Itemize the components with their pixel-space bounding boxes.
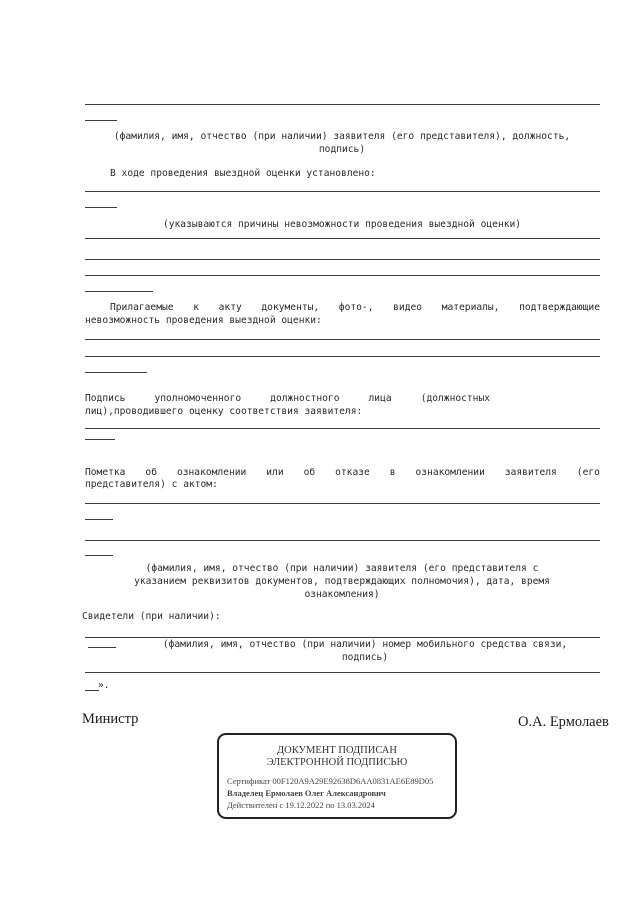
field-assessment-caption: (указываются причины невозможности проведения выездной оценки) [162,219,522,230]
e-signature-stamp [217,733,457,819]
signatory-position: Министр [82,711,139,727]
witnesses-caption-line1: (фамилия, имя, отчество (при наличии) номер мобильного средства связи, [162,639,568,650]
applicant-field-tail [85,120,117,121]
official-signature-tail [85,439,115,440]
acquaintance-mark-line1: Пометка об ознакомлении или об отказе в ознакомлении заявителя (его [85,467,600,478]
attached-documents-line1: Прилагаемые к акту документы, фото-, видео материалы, подтверждающие [110,302,600,313]
acquaintance-caption-line3: ознакомления) [304,589,380,600]
stamp-title-line1: ДОКУМЕНТ ПОДПИСАН [277,745,397,756]
field-assessment-intro: В ходе проведения выездной оценки установлено: [110,168,376,179]
acquaintance-caption-line2: указанием реквизитов документов, подтверждающих полномочия), дата, время [134,576,550,587]
acquaintance-line-1 [85,503,600,504]
closing-underline [85,690,99,691]
official-signature-line2: лиц),проводившего оценку соответствия заявителя: [85,406,363,417]
attached-line-1 [85,339,600,340]
witnesses-line-1 [85,637,600,638]
attached-tail [85,372,147,373]
applicant-field-line [85,104,600,105]
signatory-name: О.А. Ермолаев [518,714,609,730]
closing-quote: ». [98,680,110,691]
applicant-caption-line2: подпись) [318,144,366,155]
reason-line-2 [85,259,600,260]
field-assessment-tail [85,207,117,208]
witnesses-line-2 [85,672,600,673]
witnesses-caption-line2: подпись) [341,652,389,663]
applicant-caption-line1: (фамилия, имя, отчество (при наличии) заявителя (его представителя), должность, [113,131,571,142]
reason-line-1 [85,238,600,239]
stamp-certificate: Сертификат 00F120A9A29E92638D6AA0831AE6E89D05 [227,776,434,786]
stamp-validity: Действителен с 19.12.2022 по 13.03.2024 [227,800,375,810]
acquaintance-tail-1 [85,519,113,520]
field-assessment-line [85,191,600,192]
reason-tail [85,291,153,292]
reason-line-3 [85,275,600,276]
witnesses-label: Свидетели (при наличии): [82,611,221,622]
acquaintance-tail-2 [85,555,113,556]
attached-line-2 [85,356,600,357]
attached-documents-line2: невозможность проведения выездной оценки: [85,315,322,326]
official-signature-line1: Подпись уполномоченного должностного лица (должностных [85,393,490,404]
witnesses-short-mark [88,647,116,648]
acquaintance-mark-line2: представителя) с актом: [85,479,218,490]
stamp-owner: Владелец Ермолаев Олег Александрович [227,788,386,798]
stamp-title-line2: ЭЛЕКТРОННОЙ ПОДПИСЬЮ [266,757,408,768]
official-signature-field-line [85,428,600,429]
acquaintance-caption-line1: (фамилия, имя, отчество (при наличии) заявителя (его представителя с [145,563,539,574]
acquaintance-line-2 [85,540,600,541]
